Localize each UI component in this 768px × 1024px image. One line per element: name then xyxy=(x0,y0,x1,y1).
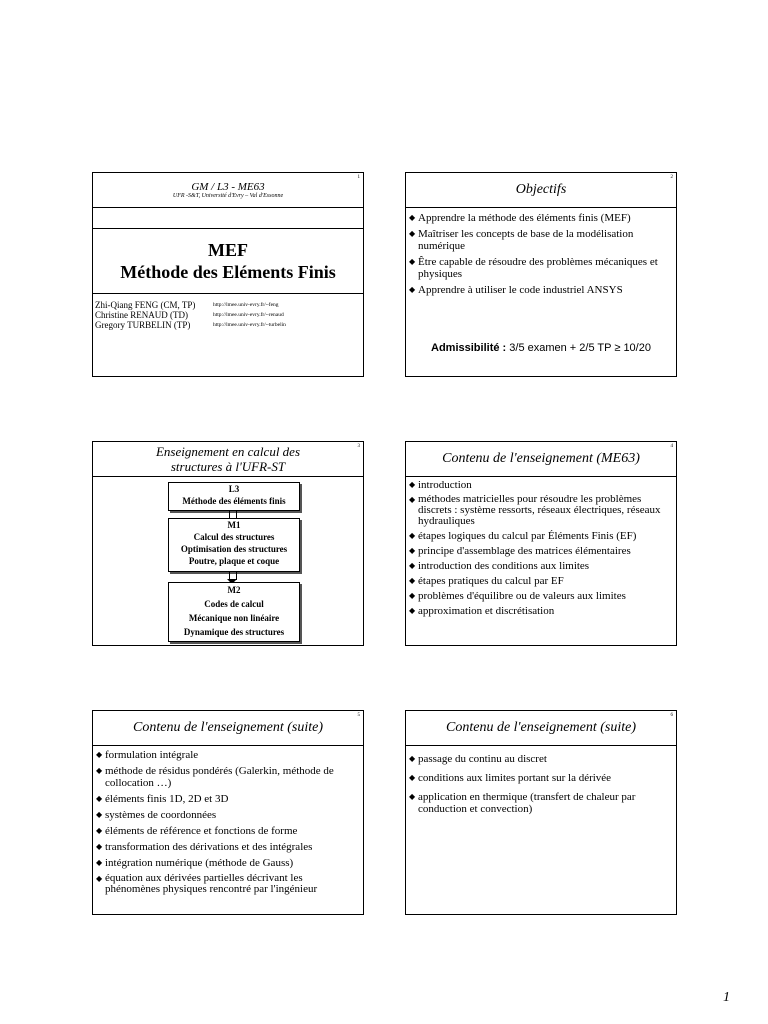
spacer-row xyxy=(93,208,363,229)
course-acronym: MEF xyxy=(208,240,248,260)
level-label: M2 xyxy=(227,585,241,595)
list-item: ◆ étapes pratiques du calcul par EF xyxy=(409,575,672,587)
slide-header xyxy=(406,442,676,477)
list-item: ◆ méthode de résidus pondérés (Galerkin, méthode de collocation …) xyxy=(96,765,359,789)
level-course: Optimisation des structures xyxy=(180,544,288,554)
list-item: ◆ conditions aux limites portant sur la dérivée xyxy=(409,772,672,784)
slide-header xyxy=(93,173,363,208)
staff-name: Zhi-Qiang FENG (CM, TP) xyxy=(95,300,196,310)
bullet-list xyxy=(406,746,676,815)
down-arrow xyxy=(229,572,237,580)
list-item: ◆ équation aux dérivées partielles décrivant les phénomènes physiques rencontré par l'ingénieur xyxy=(96,873,359,895)
slide-1 xyxy=(92,172,364,377)
course-code: GM / L3 - ME63 xyxy=(191,181,265,193)
level-label: M1 xyxy=(227,520,241,530)
course-fullname: Méthode des Eléments Finis xyxy=(120,262,336,282)
level-course: Dynamique des structures xyxy=(183,627,285,637)
level-course: Poutre, plaque et coque xyxy=(188,556,280,566)
slide-title-line: Enseignement en calcul des xyxy=(155,444,301,459)
university-line: UFR -S&T, Université d'Evry – Val d'Essonne xyxy=(172,193,284,199)
slide-2 xyxy=(405,172,677,377)
staff-url[interactable]: http://lmee.univ-evry.fr/~renaud xyxy=(213,312,284,318)
slide-number: 6 xyxy=(670,713,673,718)
slide-title: Contenu de l'enseignement (suite) xyxy=(133,720,323,735)
slide-number: 5 xyxy=(357,713,360,718)
slide-5 xyxy=(92,710,364,915)
bullet-list xyxy=(406,208,676,296)
list-item: ◆ méthodes matricielles pour résoudre les problèmes discrets : système ressorts, réseaux électriques, réseaux hydrauliques xyxy=(409,494,672,527)
staff-row xyxy=(95,300,361,310)
list-item: ◆ application en thermique (transfert de chaleur par conduction et convection) xyxy=(409,791,672,815)
admissibility-line xyxy=(406,342,676,354)
list-item: ◆ introduction xyxy=(409,479,672,491)
level-label: L3 xyxy=(228,484,240,494)
slide-number: 2 xyxy=(670,175,673,180)
staff-name: Christine RENAUD (TD) xyxy=(95,310,188,320)
level-box-m2 xyxy=(168,582,300,642)
list-item: ◆ Apprendre la méthode des éléments finis (MEF) xyxy=(409,212,672,224)
admissibility-label: Admissibilité : xyxy=(431,342,507,354)
list-item: ◆ principe d'assemblage des matrices élémentaires xyxy=(409,545,672,557)
course-title xyxy=(93,229,363,294)
bullet-list xyxy=(406,475,676,617)
staff-row xyxy=(95,320,361,330)
slide-header xyxy=(93,442,363,477)
bullet-list xyxy=(93,745,363,895)
page-number: 1 xyxy=(723,990,730,1005)
slide-number: 3 xyxy=(357,444,360,449)
slide-title-line: structures à l'UFR-ST xyxy=(170,459,286,474)
level-course: Mécanique non linéaire xyxy=(188,613,280,623)
level-course: Méthode des éléments finis xyxy=(182,496,286,506)
staff-name: Gregory TURBELIN (TP) xyxy=(95,320,191,330)
slide-title: Contenu de l'enseignement (ME63) xyxy=(442,451,640,466)
slide-number: 1 xyxy=(357,175,360,180)
level-course: Calcul des structures xyxy=(193,532,275,542)
staff-row xyxy=(95,310,361,320)
list-item: ◆ éléments finis 1D, 2D et 3D xyxy=(96,793,359,805)
list-item: ◆ systèmes de coordonnées xyxy=(96,809,359,821)
list-item: ◆ problèmes d'équilibre ou de valeurs aux limites xyxy=(409,590,672,602)
slide-header xyxy=(406,711,676,746)
slide-header xyxy=(406,173,676,208)
slide-3 xyxy=(92,441,364,646)
slide-6 xyxy=(405,710,677,915)
slide-title: Objectifs xyxy=(515,182,567,197)
list-item: ◆ introduction des conditions aux limites xyxy=(409,560,672,572)
slide-title: Contenu de l'enseignement (suite) xyxy=(446,720,636,735)
list-item: ◆ intégration numérique (méthode de Gauss) xyxy=(96,857,359,869)
level-box-m1 xyxy=(168,518,300,572)
list-item: ◆ passage du continu au discret xyxy=(409,753,672,765)
list-item: ◆ approximation et discrétisation xyxy=(409,605,672,617)
level-box-l3 xyxy=(168,482,300,511)
staff-url[interactable]: http://lmee.univ-evry.fr/~turbelin xyxy=(213,322,286,328)
list-item: ◆ Maîtriser les concepts de base de la modélisation numérique xyxy=(409,228,672,252)
list-item: ◆ Être capable de résoudre des problèmes mécaniques et physiques xyxy=(409,256,672,280)
level-course: Codes de calcul xyxy=(204,599,264,609)
list-item: ◆ Apprendre à utiliser le code industriel ANSYS xyxy=(409,284,672,296)
slide-number: 4 xyxy=(670,444,673,449)
admissibility-formula: 3/5 examen + 2/5 TP ≥ 10/20 xyxy=(509,342,651,354)
slide-4 xyxy=(405,441,677,646)
list-item: ◆ formulation intégrale xyxy=(96,749,359,761)
staff-list xyxy=(93,294,363,336)
list-item: ◆ étapes logiques du calcul par Éléments Finis (EF) xyxy=(409,530,672,542)
list-item: ◆ éléments de référence et fonctions de forme xyxy=(96,825,359,837)
staff-url[interactable]: http://lmee.univ-evry.fr/~feng xyxy=(213,302,279,308)
list-item: ◆ transformation des dérivations et des intégrales xyxy=(96,841,359,853)
slide-header xyxy=(93,711,363,746)
